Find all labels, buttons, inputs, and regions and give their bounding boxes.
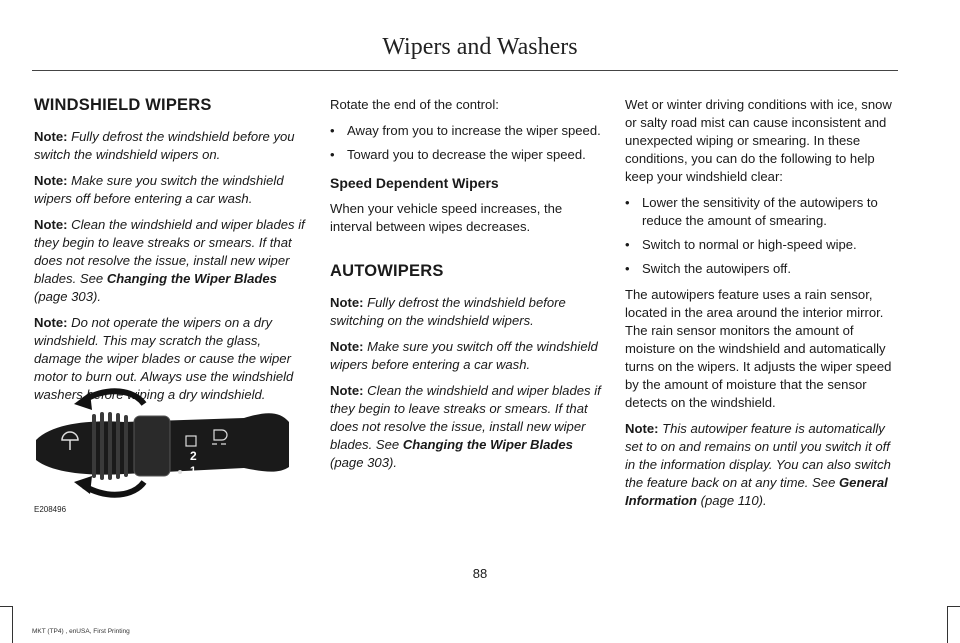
rotate-intro: Rotate the end of the control:: [330, 97, 499, 112]
footer-print-info: MKT (TP4) , enUSA, First Printing: [32, 628, 130, 635]
header-rule: [32, 70, 898, 71]
subheading-speed-dependent-wipers: Speed Dependent Wipers: [330, 175, 499, 191]
page-number: 88: [472, 566, 488, 581]
column-2: [330, 88, 602, 480]
note-dry-windshield: Note: Do not operate the wipers on a dry windshield. This may scratch the glass, damage the wiper blades or cause the wiper motor to burn out. Always use the windshield washers before wiping a dry windshield.: [34, 315, 294, 402]
mark-0: 0: [200, 476, 205, 485]
rotate-bullets: [330, 122, 602, 164]
speed-dependent-text: When your vehicle speed increases, the interval between wipes decreases.: [330, 201, 563, 234]
list-item: • Away from you to increase the wiper speed.: [330, 122, 602, 140]
column-1: [34, 88, 306, 412]
section-heading-windshield-wipers: WINDSHIELD WIPERS: [34, 96, 212, 114]
crop-mark-right-horizontal: [947, 606, 960, 607]
note-car-wash: Note: Make sure you switch the windshield wipers off before entering a car wash.: [34, 173, 284, 206]
note-clean-blades: Note: Clean the windshield and wiper blades if they begin to leave streaks or smears. If that does not resolve the issue, install new wiper blades. See Changing the Wiper Blades (page 303).: [34, 217, 305, 304]
crop-mark-left-horizontal: [0, 606, 13, 607]
list-item: • Lower the sensitivity of the autowipers to reduce the amount of smearing.: [625, 194, 897, 230]
mark-2: 2: [190, 449, 197, 463]
crop-mark-right-vertical: [947, 606, 948, 643]
mark-1: 1: [190, 465, 197, 477]
link-changing-wiper-blades[interactable]: Changing the Wiper Blades: [106, 271, 277, 286]
note-autowiper-setting: Note: This autowiper feature is automatically set to on and remains on until you switch it off in the information display. You can also switch the feature back on at any time. See General Information (page 110).: [625, 421, 891, 508]
list-item: • Switch the autowipers off.: [625, 260, 897, 278]
column-3: [625, 88, 897, 518]
wiper-stalk-illustration: [34, 382, 292, 502]
wiper-stalk-figure: [34, 382, 292, 514]
figure-id: E208496: [34, 505, 67, 514]
page-header-title: Wipers and Washers: [382, 34, 578, 60]
crop-mark-left-vertical: [12, 606, 13, 643]
section-heading-autowipers: AUTOWIPERS: [330, 262, 444, 280]
note-autowipers-car-wash: Note: Make sure you switch off the windshield wipers before entering a car wash.: [330, 339, 598, 372]
link-changing-wiper-blades-2[interactable]: Changing the Wiper Blades: [402, 437, 573, 452]
link-general-information[interactable]: General Information: [625, 475, 888, 508]
winter-bullets: [625, 194, 897, 278]
list-item: • Switch to normal or high-speed wipe.: [625, 236, 897, 254]
note-defrost: Note: Fully defrost the windshield before you switch the windshield wipers on.: [34, 129, 295, 162]
rain-sensor-text: The autowipers feature uses a rain sensor, located in the area around the interior mirror. The rain sensor monitors the amount of moisture on the windshield and automatically turns on the wipers. It adjusts the wiper speed by the amount of moisture that the sensor detects on the windshield.: [625, 287, 892, 410]
note-autowipers-defrost: Note: Fully defrost the windshield before switching on the windshield wipers.: [330, 295, 566, 328]
note-autowipers-clean-blades: Note: Clean the windshield and wiper blades if they begin to leave streaks or smears. If that does not resolve the issue, install new wiper blades. See Changing the Wiper Blades (page 303).: [330, 383, 601, 470]
list-item: • Toward you to decrease the wiper speed.: [330, 146, 602, 164]
winter-conditions-text: Wet or winter driving conditions with ice, snow or salty road mist can cause inconsistent and unexpected wiping or smearing. In these conditions, you can do the following to help keep your windshield clear:: [625, 97, 892, 184]
